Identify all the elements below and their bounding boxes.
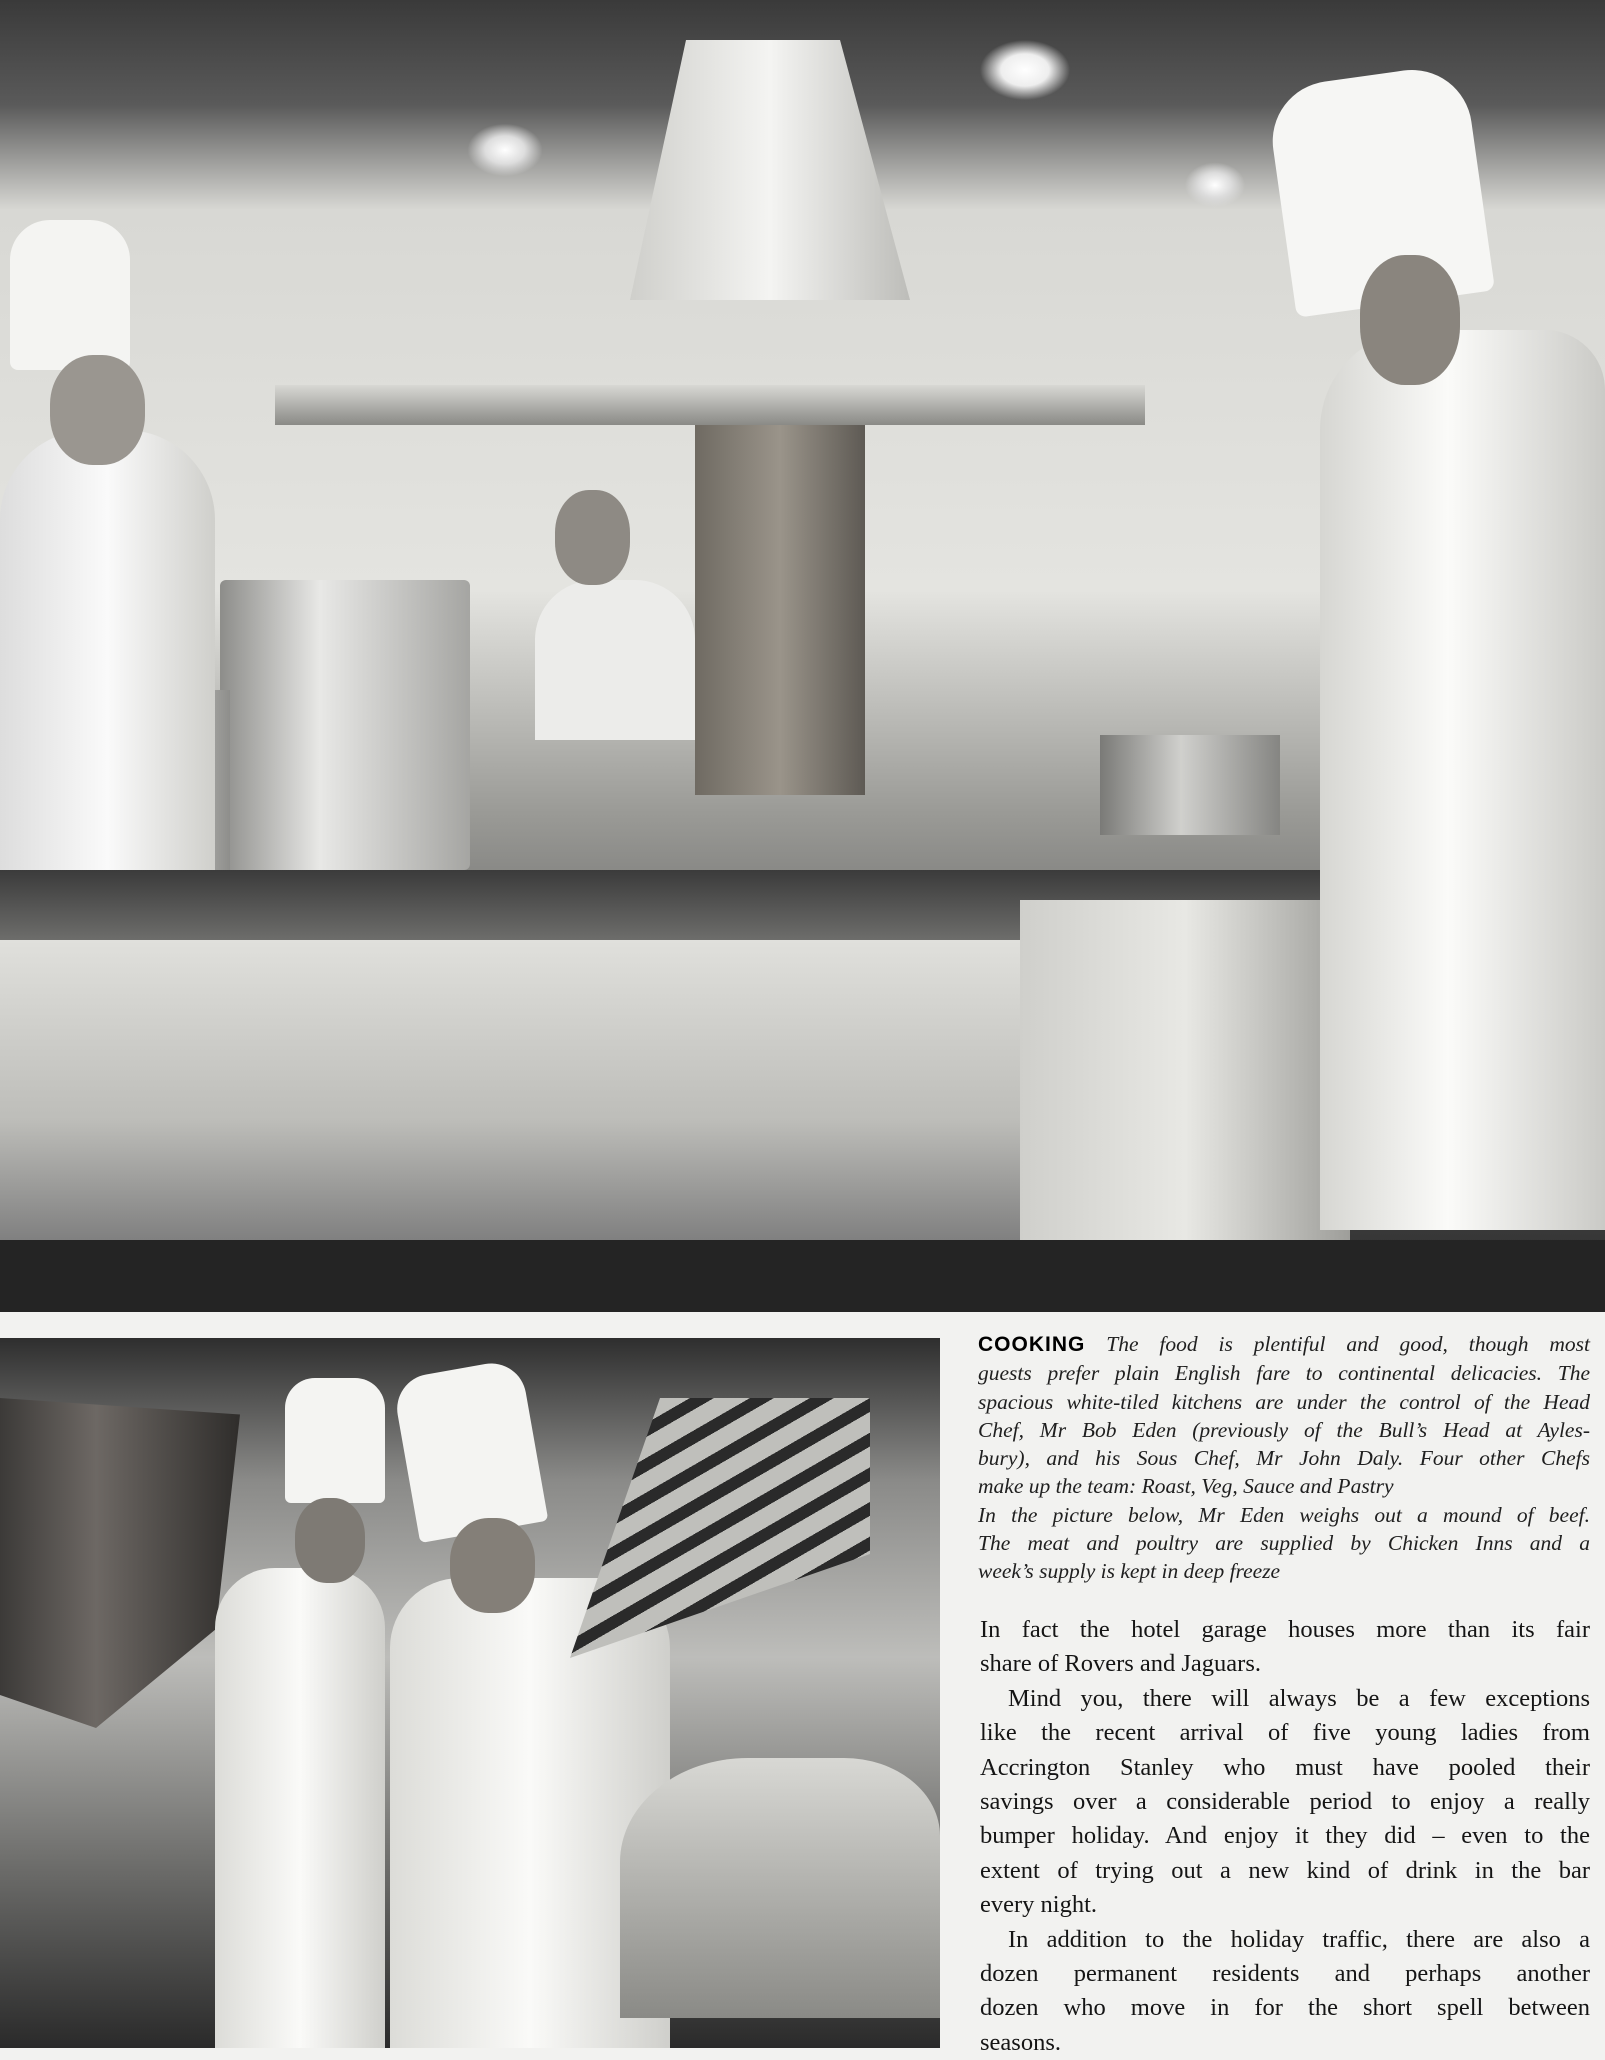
paragraph-line: seasons. [980,2028,1061,2056]
caption-text: make up the team: Roast, Veg, Sauce and Pastry [978,1474,1394,1499]
paragraph-line: In fact the hotel garage houses more than its fair [980,1616,1590,1643]
chef-right [1320,330,1605,1230]
shelf-post [695,425,865,795]
caption-line [978,1444,1590,1472]
caption-line [978,1330,1590,1359]
paragraph [980,1923,1590,2060]
caption-line [978,1359,1590,1387]
chef-face [295,1498,365,1583]
caption-text: spacious white-tiled kitchens are under the control of the Head [978,1389,1590,1414]
paragraph-line: dozen permanent residents and perhaps another [980,1960,1590,1988]
kitchen-photo-bottom [0,1338,940,2048]
saucepan [1100,735,1280,835]
chef-left [215,1568,385,2048]
caption-line [978,1388,1590,1416]
counter-front [0,940,1020,1240]
paragraph-line: extent of trying out a new kind of drink in the bar [980,1856,1590,1884]
caption-text: In the picture below, Mr Eden weighs out a mound of beef. [978,1502,1590,1527]
meat-on-table [620,1758,940,2018]
paragraph [980,1682,1590,1923]
hanging-meat [0,1398,240,1728]
caption-text: The food is plentiful and good, though most [1106,1332,1590,1356]
paragraph-line: bumper holiday. And enjoy it they did – even to the [980,1822,1590,1850]
paragraph [980,1613,1590,1682]
shelving-rack [570,1398,870,1658]
chef-face [50,355,145,465]
paragraph-line: Accrington Stanley who must have pooled their [980,1753,1590,1781]
caption-text: bury), and his Sous Chef, Mr John Daly. Four other Chefs [978,1446,1590,1471]
chef-centre [535,580,695,740]
caption-line [978,1557,1590,1585]
caption-line [978,1416,1590,1444]
paragraph-line: like the recent arrival of five young ladies from [980,1719,1590,1747]
chef-hat [285,1378,385,1503]
caption-line [978,1501,1590,1529]
caption-line [978,1472,1590,1500]
caption-heading: COOKING [978,1333,1086,1356]
chef-left [0,430,215,870]
caption-text: The meat and poultry are supplied by Chicken Inns and a [978,1531,1590,1556]
caption-text: week’s supply is kept in deep freeze [978,1559,1281,1584]
paragraph-line: Mind you, there will always be a few exceptions [1008,1684,1590,1712]
paragraph-line: In addition to the holiday traffic, there are also a [1008,1925,1590,1953]
floor [0,1240,1605,1312]
chef-hat [392,1358,549,1543]
caption-text: Chef, Mr Bob Eden (previously of the Bull’s Head at Ayles- [978,1417,1590,1442]
photo-caption [978,1330,1590,1586]
chef-face [450,1518,535,1613]
paragraph-line: share of Rovers and Jaguars. [980,1650,1261,1678]
chef-face [1360,255,1460,385]
caption-text: guests prefer plain English fare to continental delicacies. The [978,1361,1590,1386]
paragraph-line: dozen who move in for the short spell between [980,1994,1590,2022]
stockpot [220,580,470,870]
chef-face [555,490,630,585]
paragraph-line: savings over a considerable period to enjoy a really [980,1788,1590,1816]
chef-hat [10,220,130,370]
steel-shelf [275,385,1145,425]
caption-line [978,1529,1590,1557]
paragraph-line: every night. [980,1891,1098,1919]
article-body [980,1613,1590,2060]
extractor-hood [630,40,910,300]
